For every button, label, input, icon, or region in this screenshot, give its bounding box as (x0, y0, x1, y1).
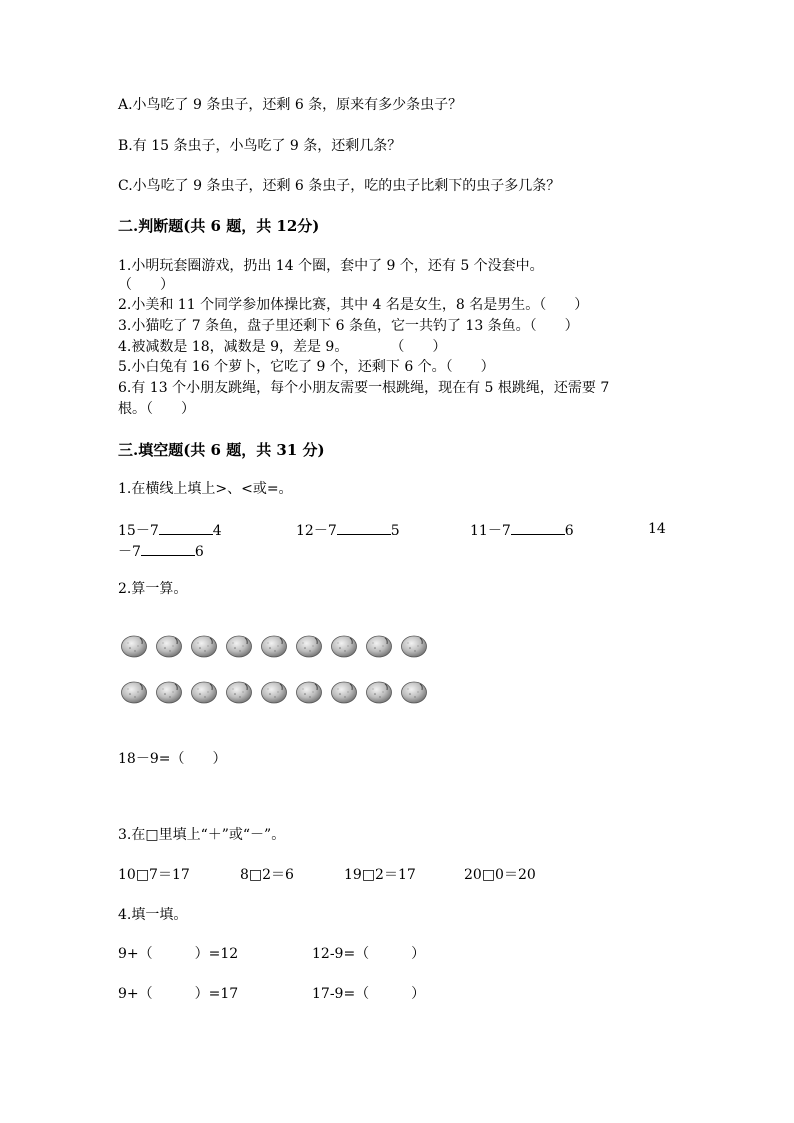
option-c: C.小鸟吃了 9 条虫子，还剩 6 条虫子，吃的虫子比剩下的虫子多几条？ (118, 178, 561, 194)
q2-prompt: 2.算一算。 (118, 581, 188, 597)
vegetable-icon (295, 634, 323, 658)
vegetable-icon (120, 634, 148, 658)
fill-item-1: 9+（ ）=12 (118, 946, 239, 962)
judgment-line-5: 5.小白兔有 16 个萝卜，它吃了 9 个，还剩下 6 个。（ ） (118, 359, 495, 375)
compare-item-1 (118, 520, 222, 540)
q2-equation: 18－9=（ ） (118, 751, 227, 767)
vegetable-icon (365, 634, 393, 658)
answer-blank[interactable] (511, 520, 565, 535)
sign-item-4: 20□0＝20 (464, 867, 536, 883)
answer-blank[interactable] (141, 541, 195, 556)
section-heading-fill: 三.填空题(共 6 题，共 31 分) (118, 441, 325, 459)
vegetable-icon (120, 680, 148, 704)
compare-item-4-cont (118, 541, 204, 561)
vegetable-icon (155, 634, 183, 658)
sign-item-1: 10□7＝17 (118, 867, 190, 883)
fill-item-3: 9+（ ）=17 (118, 986, 239, 1002)
vegetable-icon (400, 680, 428, 704)
vegetable-icon (260, 634, 288, 658)
compare-right: 6 (564, 523, 574, 539)
compare-left: －7 (118, 544, 141, 560)
vegetable-icon (295, 680, 323, 704)
vegetable-icon (225, 634, 253, 658)
q4-prompt: 4.填一填。 (118, 907, 188, 923)
vegetable-row-1 (120, 634, 440, 660)
vegetable-icon (400, 634, 428, 658)
judgment-line-3: 3.小猫吃了 7 条鱼，盘子里还剩下 6 条鱼，它一共钓了 13 条鱼。（ ） (118, 318, 579, 334)
judgment-line-1-bracket: （ ） (118, 277, 174, 293)
answer-blank[interactable] (337, 520, 391, 535)
option-b: B.有 15 条虫子，小鸟吃了 9 条，还剩几条？ (118, 138, 402, 154)
judgment-line-2: 2.小美和 11 个同学参加体操比赛，其中 4 名是女生，8 名是男生。（ ） (118, 297, 589, 313)
compare-right: 6 (194, 544, 204, 560)
vegetable-row-2 (120, 680, 440, 706)
fill-item-2: 12-9=（ ） (312, 946, 426, 962)
judgment-line-6: 6.有 13 个小朋友跳绳，每个小朋友需要一根跳绳，现在有 5 根跳绳，还需要 7 (118, 380, 610, 396)
judgment-line-6-cont: 根。（ ） (118, 401, 195, 417)
judgment-line-1: 1.小明玩套圈游戏，扔出 14 个圈，套中了 9 个，还有 5 个没套中。 (118, 258, 544, 274)
option-a: A.小鸟吃了 9 条虫子，还剩 6 条，原来有多少条虫子？ (118, 97, 463, 113)
q1-prompt: 1.在横线上填上>、<或=。 (118, 481, 293, 497)
vegetable-icon (260, 680, 288, 704)
judgment-line-4: 4.被减数是 18，减数是 9，差是 9。 （ ） (118, 339, 447, 355)
sign-item-3: 19□2＝17 (344, 867, 416, 883)
compare-left: 15－7 (118, 523, 159, 539)
vegetable-icon (365, 680, 393, 704)
vegetable-icon (330, 634, 358, 658)
vegetable-icon (190, 634, 218, 658)
answer-blank[interactable] (159, 520, 213, 535)
vegetable-icon (190, 680, 218, 704)
vegetable-icon (155, 680, 183, 704)
vegetable-icon (330, 680, 358, 704)
sign-item-2: 8□2＝6 (240, 867, 294, 883)
compare-right: 4 (212, 523, 222, 539)
compare-item-3 (470, 520, 574, 540)
compare-left: 12－7 (296, 523, 337, 539)
compare-left: 11－7 (470, 523, 511, 539)
compare-right: 5 (390, 523, 400, 539)
compare-item-4: 14 (648, 521, 666, 537)
fill-item-4: 17-9=（ ） (312, 986, 426, 1002)
q3-prompt: 3.在□里填上“＋”或“－”。 (118, 827, 286, 843)
compare-item-2 (296, 520, 400, 540)
vegetable-icon (225, 680, 253, 704)
section-heading-judgment: 二.判断题(共 6 题，共 12分) (118, 217, 320, 235)
